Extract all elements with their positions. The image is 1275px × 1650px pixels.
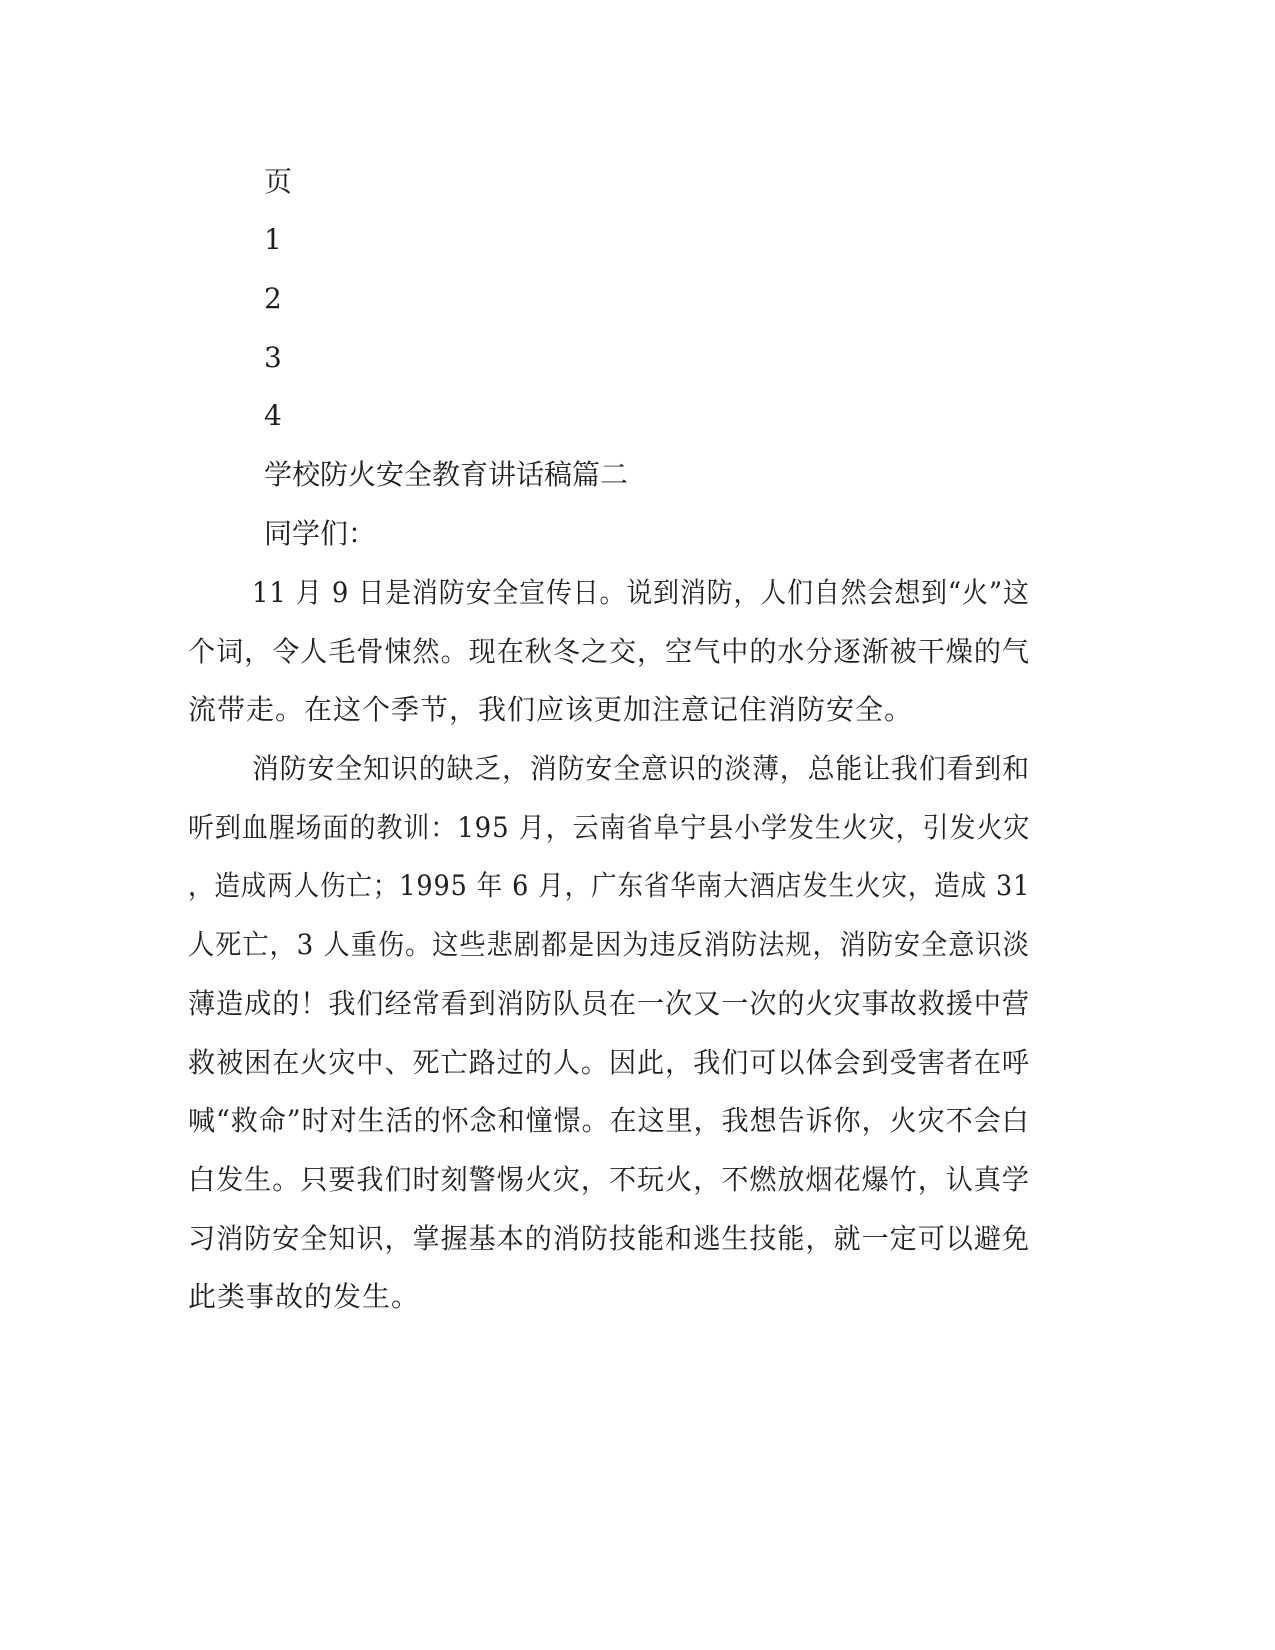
section-heading: 学校防火安全教育讲话稿篇二: [264, 458, 629, 491]
page-number-1: 1: [264, 223, 282, 256]
paragraph-line: 习消防安全知识，掌握基本的消防技能和逃生技能，就一定可以避免: [188, 1222, 1031, 1255]
greeting: 同学们：: [264, 517, 377, 550]
paragraph-line: 喊“救命”时对生活的怀念和憧憬。在这里，我想告诉你，火灾不会白: [188, 1104, 1030, 1137]
paragraph-line: 个词，令人毛骨悚然。现在秋冬之交，空气中的水分逐渐被干燥的气: [188, 635, 1031, 668]
paragraph-line: 薄造成的！我们经常看到消防队员在一次又一次的火灾事故救援中营: [188, 987, 1031, 1020]
paragraph-line: 听到血腥场面的教训：195 月，云南省阜宁县小学发生火灾，引发火灾: [188, 811, 1031, 844]
paragraph-line: 11 月 9 日是消防安全宣传日。说到消防，人们自然会想到“火”这: [252, 576, 1030, 609]
page-label: 页: [264, 165, 293, 198]
paragraph-line: 流带走。在这个季节，我们应该更加注意记住消防安全。: [188, 693, 914, 726]
page-number-4: 4: [264, 399, 282, 432]
paragraph-line: ，造成两人伤亡；1995 年 6 月，广东省华南大酒店发生火灾，造成 31: [188, 869, 1031, 902]
page-number-3: 3: [264, 341, 282, 374]
paragraph-line: 白发生。只要我们时刻警惕火灾，不玩火，不燃放烟花爆竹，认真学: [188, 1163, 1031, 1196]
page-number-2: 2: [264, 282, 282, 315]
paragraph-line: 人死亡，3 人重伤。这些悲剧都是因为违反消防法规，消防安全意识淡: [188, 928, 1030, 961]
paragraph-line: 救被困在火灾中、死亡路过的人。因此，我们可以体会到受害者在呼: [188, 1046, 1031, 1079]
paragraph-line: 消防安全知识的缺乏，消防安全意识的淡薄，总能让我们看到和: [252, 752, 1030, 785]
paragraph-line: 此类事故的发生。: [188, 1280, 421, 1313]
